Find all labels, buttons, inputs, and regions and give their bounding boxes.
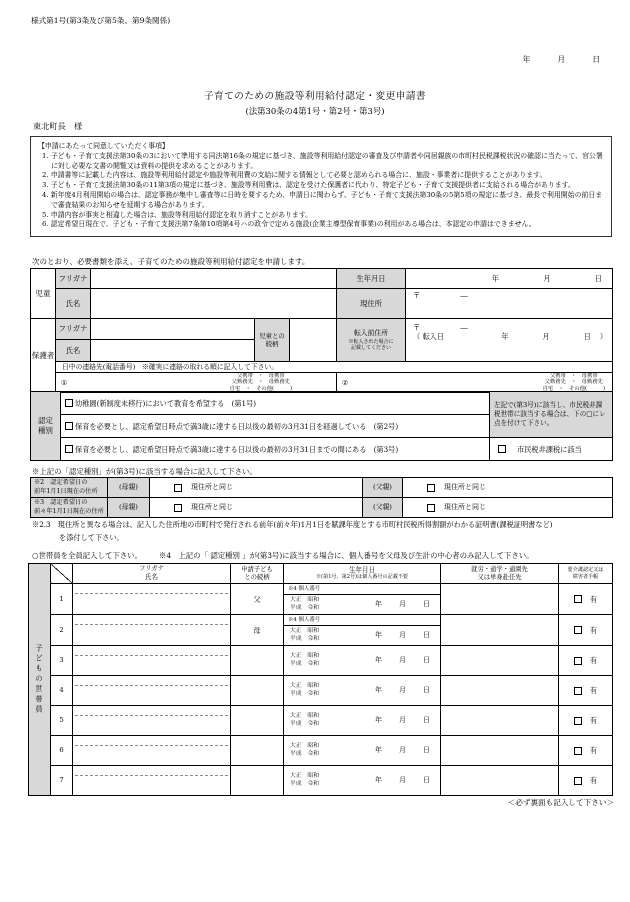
row-number: 1 <box>51 584 73 615</box>
row-number: 3 <box>51 646 73 676</box>
mother-addr1-same-option[interactable]: 現住所と同じ <box>150 478 363 498</box>
notice-item-1: 1. 子ども・子育て支援法第30条の3において準用する同法第16条の規定に基づき、施設等利用給付認定の審査及び申請者や同居親族の市町村民税課税状況の確認に当たって、官公署に対し必要な文書の閲覧又は資料の提供を求めることがあります。 <box>42 151 603 170</box>
addr-row2-label: ※3 認定希望日の 前々年1月1日現在の住所 <box>31 498 108 518</box>
member5-birth-cell <box>284 706 441 736</box>
year-label: 年 <box>375 746 382 755</box>
day-label: 日 <box>423 686 430 695</box>
notice-item-5: 5. 申請内容が事実と相違した場合は、施設等利用給付認定を取り消すことがあります。 <box>42 210 313 219</box>
household-instruction: ○世帯員を全員記入して下さい。 ※4 上記の「 認定種別 」が(第3号)に該当する場合に、個人番号を父母及び生計の中心者のみ記入して下さい。 <box>32 551 534 560</box>
day-label: 日 <box>423 746 430 755</box>
guardian-section-label: 保護者 <box>31 319 56 393</box>
guardian-name-input[interactable] <box>91 340 255 362</box>
postal-dash: ― <box>460 291 468 300</box>
header-relation: 申請子ども との続柄 <box>231 564 284 584</box>
contact2-number: ② <box>342 378 349 388</box>
child-name-label: 氏名 <box>56 289 91 319</box>
member3-birthdate-input[interactable] <box>284 646 440 675</box>
member4-birth-cell <box>284 676 441 706</box>
month-label: 月 <box>399 600 406 609</box>
day-label: 日 <box>423 656 430 665</box>
guardian-relation-input[interactable] <box>290 319 337 362</box>
mother-addr1-checkbox[interactable] <box>174 484 182 492</box>
member6-workplace-input[interactable] <box>441 736 559 766</box>
option1-checkbox[interactable] <box>65 399 73 407</box>
month-label: 月 <box>399 746 406 755</box>
member6-birthdate-input[interactable] <box>284 736 440 765</box>
day-label: 日 <box>423 716 430 725</box>
member1-name-input[interactable] <box>73 584 231 615</box>
day-label: 日 <box>423 600 430 609</box>
child-birthdate-label: 生年月日 <box>337 269 406 289</box>
year-label: 年 <box>375 776 382 785</box>
day-label: 日 <box>583 332 591 342</box>
contact2-type-options[interactable]: 父携帯 ・ 母携帯 父勤務先 ・ 母勤務先 自宅 ・ その他( ) <box>542 373 606 392</box>
option3-checkbox[interactable] <box>65 445 73 453</box>
year-label: 年 <box>491 273 500 283</box>
care-checkbox[interactable] <box>574 626 582 634</box>
member1-care-cell: 有 <box>559 584 613 615</box>
child-section-label: 児童 <box>31 269 56 319</box>
year-label: 年 <box>375 600 382 609</box>
postal-dash: ― <box>460 323 468 332</box>
tax-exempt-checkbox[interactable] <box>498 445 506 453</box>
member7-relation[interactable] <box>231 766 284 796</box>
member6-birth-cell <box>284 736 441 766</box>
child-furigana-input[interactable] <box>91 269 337 289</box>
date-month-label: 月 <box>557 55 566 64</box>
member6-relation[interactable] <box>231 736 284 766</box>
era-options[interactable]: 大正 昭和 平成 令和 <box>290 713 319 727</box>
mother-addr2-checkbox[interactable] <box>174 504 182 512</box>
date-year-label: 年 <box>522 55 531 64</box>
row-number: 4 <box>51 676 73 706</box>
reverse-side-note: ＜必ず裏面も記入して下さい＞ <box>507 798 614 807</box>
row-number: 6 <box>51 736 73 766</box>
guardian-furigana-input[interactable] <box>91 319 255 340</box>
member3-workplace-input[interactable] <box>441 646 559 676</box>
page-title: 子育てのための施設等利用給付認定・変更申請書 <box>203 91 427 102</box>
consent-notice-box <box>30 136 612 237</box>
father-addr1-same-option[interactable]: 現住所と同じ <box>403 478 613 498</box>
guardian-name-label: 氏名 <box>56 340 91 362</box>
member5-care-cell: 有 <box>559 706 613 736</box>
daytime-contact-header: 日中の連絡先(電話番号) ※確実に連絡の取れる順に記入して下さい。 <box>56 362 613 373</box>
member2-birth-cell <box>284 615 441 646</box>
child-address-label: 現住所 <box>337 289 406 319</box>
father-addr2-same-option[interactable]: 現住所と同じ <box>403 498 613 518</box>
postal-mark: 〒 <box>413 291 421 300</box>
member5-workplace-input[interactable] <box>441 706 559 736</box>
care-checkbox[interactable] <box>574 717 582 725</box>
member3-relation[interactable] <box>231 646 284 676</box>
notice-item-2: 2. 申請書等に記載した内容は、施設等利用給付認定や施設等利用費の支給に関する情報として必要と認められる場合に、施設・事業者に提供することがあります。 <box>42 171 547 180</box>
father-label: (父親) <box>363 478 403 498</box>
era-options[interactable]: 大正 昭和 平成 令和 <box>290 628 319 642</box>
era-options[interactable]: 大正 昭和 平成 令和 <box>290 743 319 757</box>
child-name-input[interactable] <box>91 289 337 319</box>
certification-type-label: 認定 種別 <box>31 392 61 461</box>
member3-care-cell: 有 <box>559 646 613 676</box>
member2-workplace-input[interactable] <box>441 615 559 646</box>
member2-mynumber-input[interactable]: ※4 個人番号 <box>284 615 440 626</box>
era-options[interactable]: 大正 昭和 平成 令和 <box>290 773 319 787</box>
type3-instruction: ※上記の「認定種別」が(第3号)に該当する場合に記入して下さい。 <box>32 467 257 476</box>
father-addr1-checkbox[interactable] <box>427 484 435 492</box>
era-options[interactable]: 大正 昭和 平成 令和 <box>290 597 319 611</box>
member3-name-input[interactable] <box>73 646 231 676</box>
mother-label: (母親) <box>108 478 150 498</box>
member5-relation[interactable] <box>231 706 284 736</box>
month-label: 月 <box>399 686 406 695</box>
member4-birthdate-input[interactable] <box>284 676 440 705</box>
row-number: 5 <box>51 706 73 736</box>
member7-name-input[interactable] <box>73 766 231 796</box>
certification-option-3[interactable]: 保育を必要とし、認定希望日時点で満3歳に達する日以後の最初の3月31日までの間にある (第3号) <box>61 438 490 461</box>
month-label: 月 <box>399 656 406 665</box>
prev-address-label: 転入前住所 ※転入された場合に 記載してください <box>337 319 406 362</box>
month-label: 月 <box>399 631 406 640</box>
month-label: 月 <box>543 273 551 283</box>
child-address-input[interactable] <box>406 289 613 319</box>
application-statement: 次のとおり、必要書類を添え、子育てのための施設等利用給付認定を申請します。 <box>32 257 310 266</box>
mother-label: (母親) <box>108 498 150 518</box>
tax-exempt-option[interactable]: 市民税非課税に該当 <box>490 438 613 461</box>
page-subtitle: (法第30条の4第1号・第2号・第3号) <box>245 106 385 116</box>
member6-care-cell: 有 <box>559 736 613 766</box>
care-checkbox[interactable] <box>574 747 582 755</box>
member5-name-input[interactable] <box>73 706 231 736</box>
previous-address-table <box>30 477 613 518</box>
application-date-field[interactable] <box>523 54 600 65</box>
date-day-label: 日 <box>592 55 600 64</box>
year-label: 年 <box>375 656 382 665</box>
certification-type-table <box>30 391 613 461</box>
year-label: 年 <box>375 631 382 640</box>
form-number: 様式第1号(第3条及び第5条、第9条関係) <box>31 16 171 25</box>
header-birthdate: 生年月日 ※(第1号、第2号)は個人番号の記載不要 <box>284 564 441 584</box>
member4-relation[interactable] <box>231 676 284 706</box>
row-number: 7 <box>51 766 73 796</box>
member7-birthdate-input[interactable] <box>284 766 440 795</box>
tax-exempt-note: 左記で(第3号)に該当し、市民税非課税世帯に該当する場合は、下の□にレ点を付けて下さい。 <box>490 392 613 438</box>
era-options[interactable]: 大正 昭和 平成 令和 <box>290 683 319 697</box>
guardian-relation-label: 児童との 続柄 <box>255 319 290 362</box>
day-label: 日 <box>594 273 603 283</box>
member7-birth-cell <box>284 766 441 796</box>
year-label: 年 <box>375 716 382 725</box>
guardian-furigana-label: フリガナ <box>56 319 91 340</box>
day-label: 日 <box>423 776 430 785</box>
prev-address-input[interactable] <box>406 319 613 362</box>
contact1-number: ① <box>61 378 68 388</box>
care-checkbox[interactable] <box>574 777 582 785</box>
member2-name-input[interactable] <box>73 615 231 646</box>
year-label: 年 <box>501 332 509 342</box>
postal-mark: 〒 <box>413 323 421 332</box>
member3-birth-cell <box>284 646 441 676</box>
care-checkbox[interactable] <box>574 595 582 603</box>
row-number: 2 <box>51 615 73 646</box>
addressee: 東北町長 様 <box>33 121 83 131</box>
notice-item-6: 6. 認定希望日現在で、子ども・子育て支援法第7条第10項第4号ハの政令で定める施設(企業主導型保育事業)の利用がある場合は、本認定の申請はできません。 <box>42 220 536 229</box>
mother-addr2-same-option[interactable]: 現住所と同じ <box>150 498 363 518</box>
father-label: (父親) <box>363 498 403 518</box>
movein-date-field[interactable]: （ 転入日 年 月 日 ） <box>413 332 608 342</box>
header-workplace: 就労・通学・通園先 又は単身赴任先 <box>441 564 559 584</box>
contact1-type-options[interactable]: 父携帯 ・ 母携帯 父勤務先 ・ 母勤務先 自宅 ・ その他( ) <box>229 373 293 392</box>
month-label: 月 <box>542 332 550 342</box>
care-checkbox[interactable] <box>574 687 582 695</box>
month-label: 月 <box>399 776 406 785</box>
contact1-input[interactable] <box>56 373 337 393</box>
certification-option-1[interactable]: 幼稚園(新制度未移行)において教育を希望する (第1号) <box>61 392 490 415</box>
member1-relation: 父 <box>231 584 284 615</box>
household-side-label: 子どもの世帯員 <box>29 564 51 796</box>
contact2-input[interactable] <box>337 373 613 393</box>
household-members-table <box>28 563 613 796</box>
applicant-table <box>30 268 613 393</box>
member4-workplace-input[interactable] <box>441 676 559 706</box>
member4-name-input[interactable] <box>73 676 231 706</box>
certification-option-2[interactable]: 保育を必要とし、認定希望日時点で満3歳に達する日以後の最初の3月31日を経過している (第2号) <box>61 415 490 438</box>
member7-care-cell: 有 <box>559 766 613 796</box>
attachment-instruction: ※2.3 現住所と異なる場合は、記入した住所地の市町村で発行される前年(前々年)1月1日を賦課年度とする市町村民税所得割額がわかる証明書(課税証明書など) を添付して下さい。 <box>32 520 553 543</box>
member6-name-input[interactable] <box>73 736 231 766</box>
member2-birthdate-input[interactable] <box>284 626 440 645</box>
option2-checkbox[interactable] <box>65 422 73 430</box>
addr-row1-label: ※2 認定希望日の 前年1月1日現在の住所 <box>31 478 108 498</box>
header-care-certification: 要介護認定又は 障害者手帳 <box>559 564 613 584</box>
care-checkbox[interactable] <box>574 657 582 665</box>
child-furigana-label: フリガナ <box>56 269 91 289</box>
month-label: 月 <box>399 716 406 725</box>
diagonal-corner-cell <box>51 564 73 584</box>
day-label: 日 <box>423 631 430 640</box>
member1-birth-cell <box>284 584 441 615</box>
member1-workplace-input[interactable] <box>441 584 559 615</box>
notice-item-4: 4. 新年度4月利用開始の場合は、認定事務が集中し審査等に日時を要するため、申請日に関わらず、子ども・子育て支援法第30条の5第5項の規定に基づき、最長で利用開始の前日まで審査結果のお知らせを延期する場合があります。 <box>42 190 603 209</box>
member1-birthdate-input[interactable] <box>284 595 440 614</box>
notice-item-3: 3. 子ども・子育て支援法第30条の11第3項の規定に基づき、施設等利用費は、認定を受けた保護者に代わり、特定子ども・子育て支援提供者に支給される場合があります。 <box>42 181 575 190</box>
member4-care-cell: 有 <box>559 676 613 706</box>
member2-care-cell: 有 <box>559 615 613 646</box>
notice-heading: 【申請にあたって同意していただく事項】 <box>38 142 169 150</box>
member5-birthdate-input[interactable] <box>284 706 440 735</box>
father-addr2-checkbox[interactable] <box>427 504 435 512</box>
year-label: 年 <box>375 686 382 695</box>
child-birthdate-input[interactable] <box>406 269 613 289</box>
era-options[interactable]: 大正 昭和 平成 令和 <box>290 653 319 667</box>
member2-relation: 母 <box>231 615 284 646</box>
member1-mynumber-input[interactable]: ※4 個人番号 <box>284 584 440 595</box>
member7-workplace-input[interactable] <box>441 766 559 796</box>
header-name: フリガナ 氏名 <box>73 564 231 584</box>
